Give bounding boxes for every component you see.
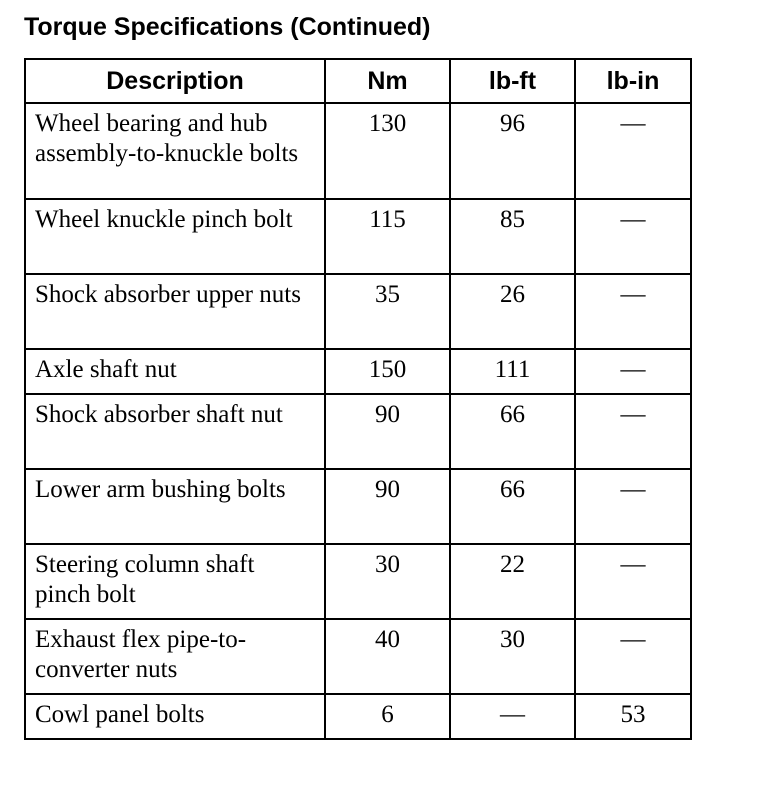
nm-cell: 90 (325, 394, 450, 469)
lbft-cell: 22 (450, 544, 575, 619)
nm-cell: 130 (325, 103, 450, 199)
lbin-cell: — (575, 469, 691, 544)
description-cell: Cowl panel bolts (25, 694, 325, 739)
table-row (25, 103, 691, 199)
description-cell: Wheel bearing and hub assembly-to-knuckle bolts (25, 103, 325, 199)
table-row (25, 544, 691, 619)
lbft-cell: 26 (450, 274, 575, 349)
nm-cell: 30 (325, 544, 450, 619)
lbin-cell: — (575, 274, 691, 349)
lbin-cell: — (575, 103, 691, 199)
torque-spec-table (24, 58, 692, 740)
table-row (25, 694, 691, 739)
lbft-cell: 111 (450, 349, 575, 394)
column-header-description: Description (25, 59, 325, 103)
table-row (25, 619, 691, 694)
column-header-lbin: lb-in (575, 59, 691, 103)
description-cell: Steering column shaft pinch bolt (25, 544, 325, 619)
lbin-cell: 53 (575, 694, 691, 739)
column-header-lbft: lb-ft (450, 59, 575, 103)
description-cell: Wheel knuckle pinch bolt (25, 199, 325, 274)
nm-cell: 40 (325, 619, 450, 694)
description-cell: Exhaust flex pipe-to-converter nuts (25, 619, 325, 694)
lbin-cell: — (575, 544, 691, 619)
lbin-cell: — (575, 199, 691, 274)
lbin-cell: — (575, 349, 691, 394)
lbft-cell: 96 (450, 103, 575, 199)
nm-cell: 90 (325, 469, 450, 544)
lbin-cell: — (575, 394, 691, 469)
table-row (25, 274, 691, 349)
lbft-cell: 30 (450, 619, 575, 694)
column-header-nm: Nm (325, 59, 450, 103)
table-row (25, 469, 691, 544)
lbft-cell: 85 (450, 199, 575, 274)
lbft-cell: — (450, 694, 575, 739)
description-cell: Lower arm bushing bolts (25, 469, 325, 544)
table-row (25, 349, 691, 394)
nm-cell: 35 (325, 274, 450, 349)
lbft-cell: 66 (450, 394, 575, 469)
nm-cell: 150 (325, 349, 450, 394)
nm-cell: 6 (325, 694, 450, 739)
table-row (25, 394, 691, 469)
nm-cell: 115 (325, 199, 450, 274)
lbft-cell: 66 (450, 469, 575, 544)
description-cell: Shock absorber upper nuts (25, 274, 325, 349)
table-header-row (25, 59, 691, 103)
description-cell: Axle shaft nut (25, 349, 325, 394)
table-row (25, 199, 691, 274)
lbin-cell: — (575, 619, 691, 694)
description-cell: Shock absorber shaft nut (25, 394, 325, 469)
page-title: Torque Specifications (Continued) (24, 13, 431, 41)
